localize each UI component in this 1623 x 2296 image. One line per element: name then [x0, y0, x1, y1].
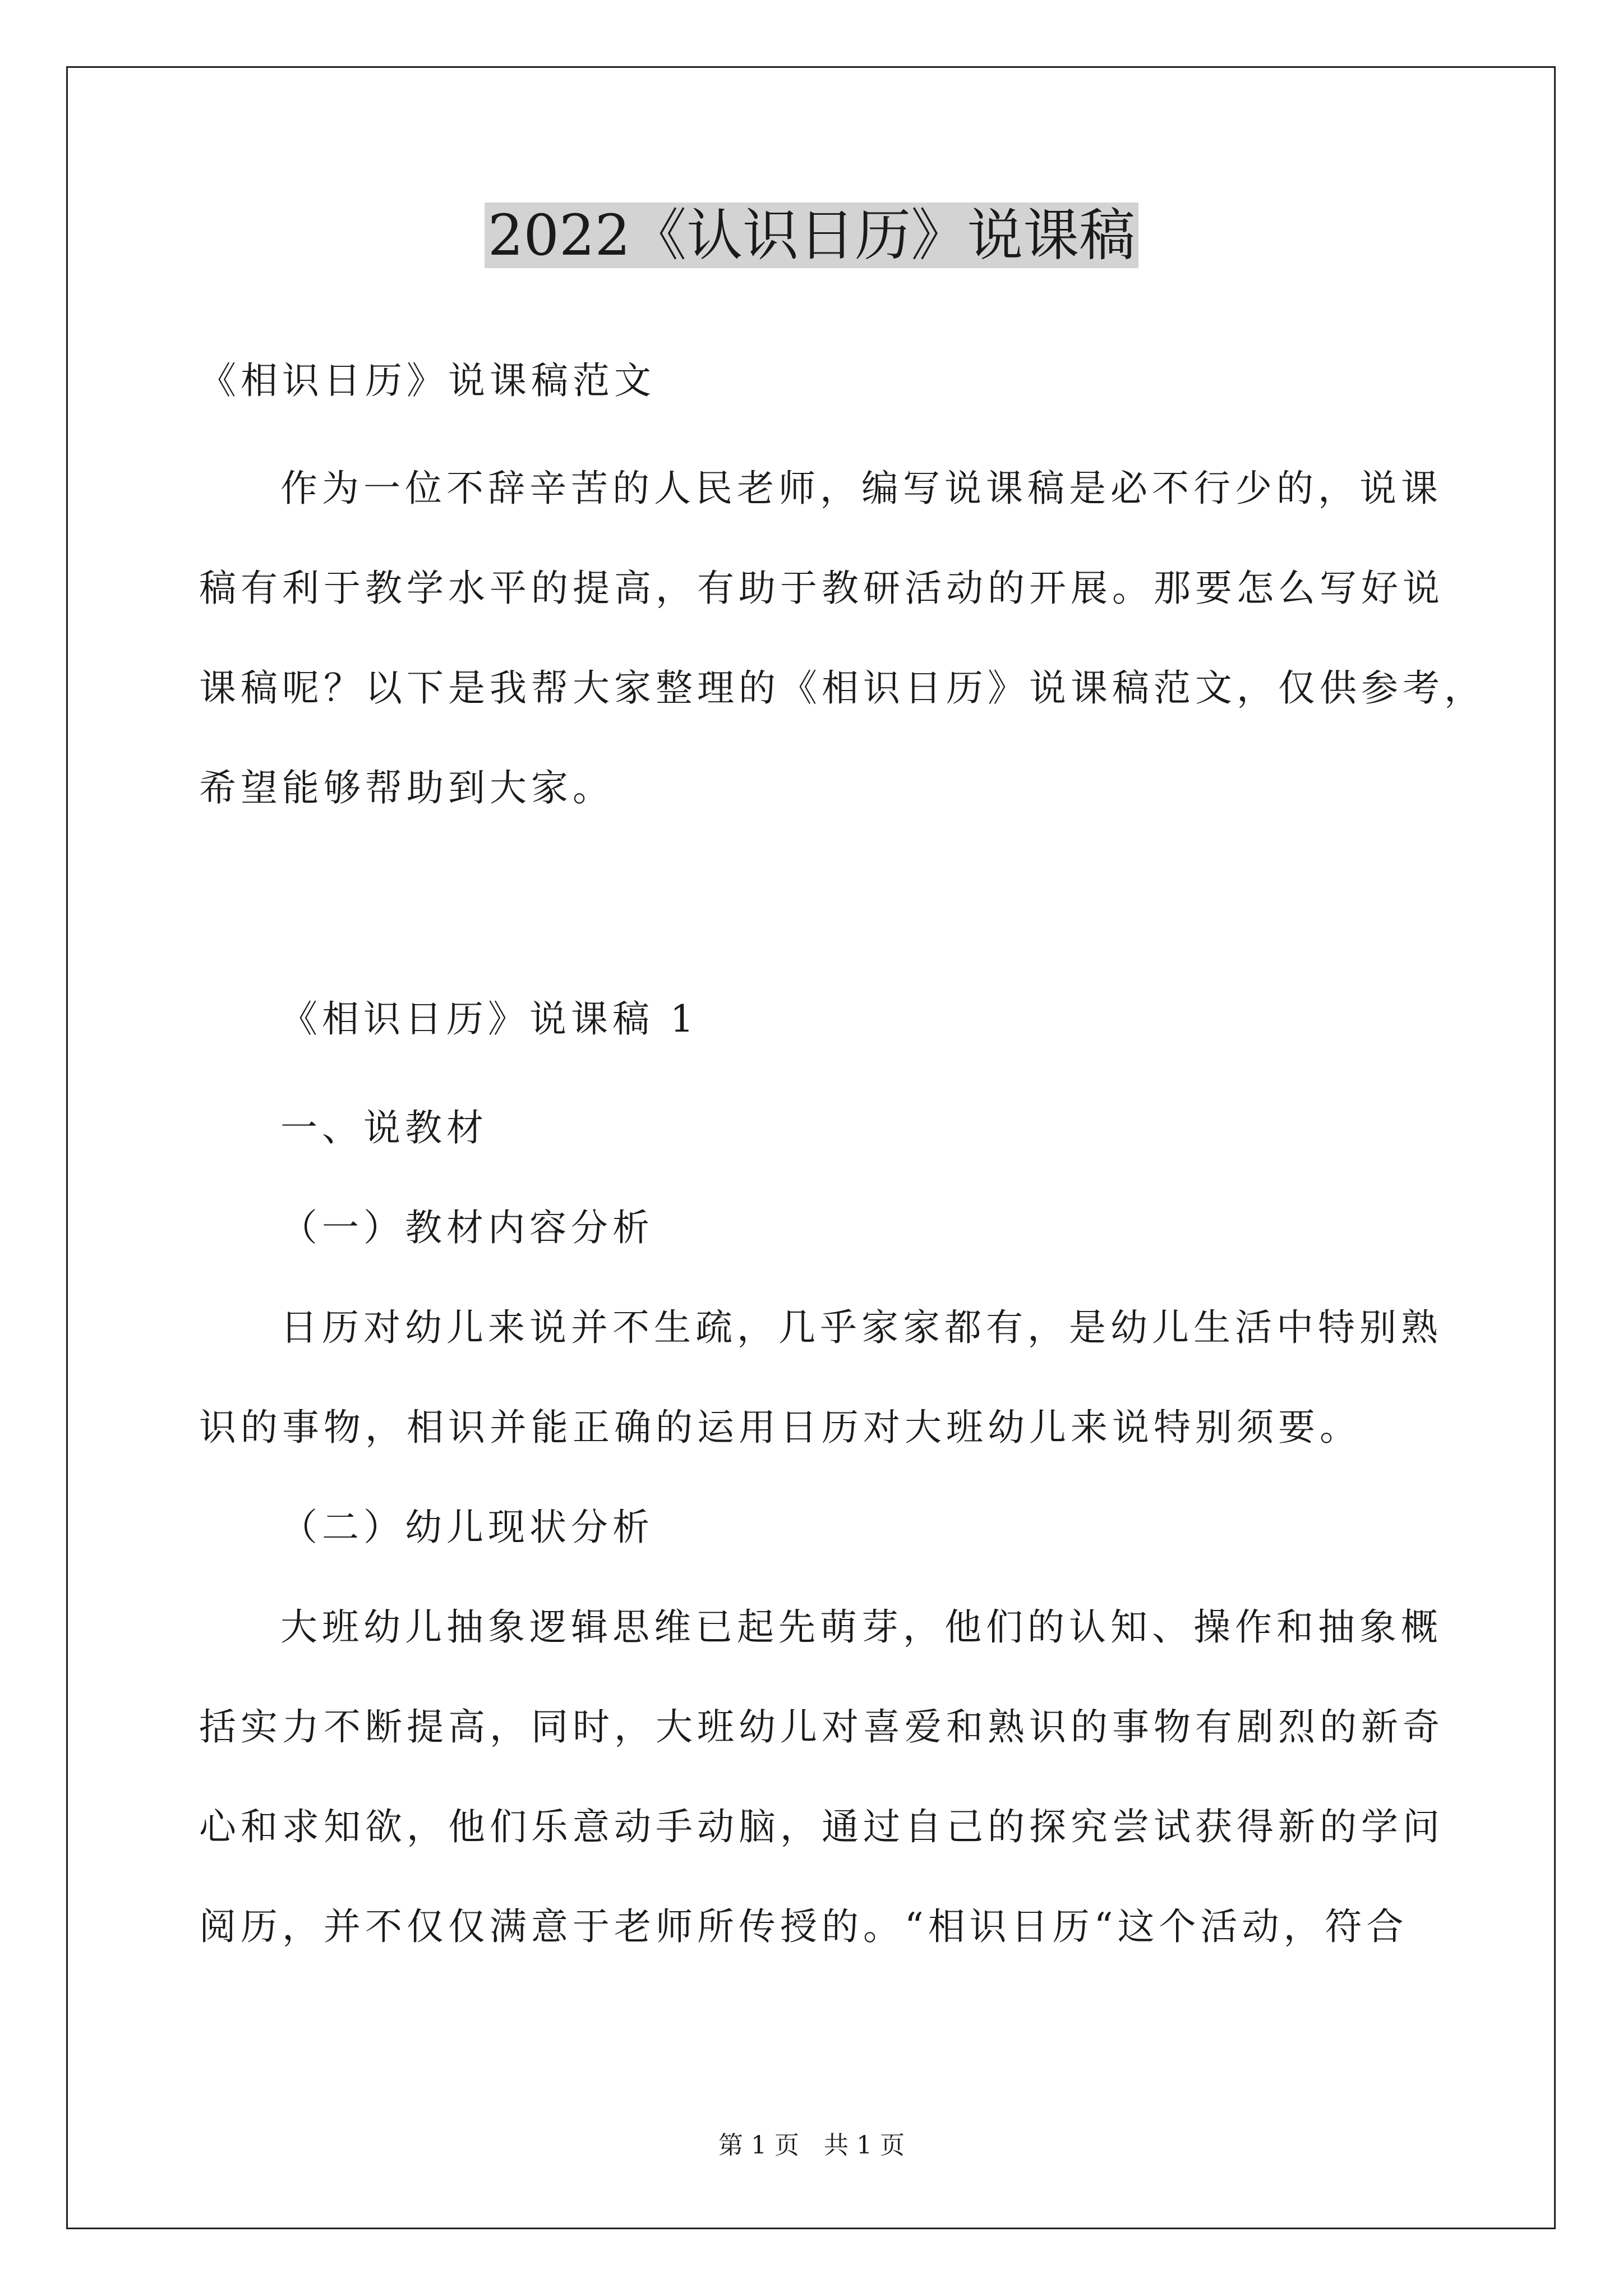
para-2-line: 阅历，并不仅仅满意于老师所传授的。“相识日历“这个活动，符合 [199, 1905, 1408, 1948]
intro-line: 作为一位不辞辛苦的人民老师，编写说课稿是必不行少的，说课 [280, 467, 1442, 510]
para-2-line: 括实力不断提高，同时，大班幼儿对喜爱和熟识的事物有剧烈的新奇 [199, 1705, 1444, 1749]
subtitle: 《相识日历》说课稿范文 [199, 359, 656, 402]
para-1-line: 识的事物，相识并能正确的运用日历对大班幼儿来说特别须要。 [199, 1406, 1361, 1449]
section-title: 《相识日历》说课稿 1 [280, 997, 698, 1041]
intro-line: 稿有利于教学水平的提高，有助于教研活动的开展。那要怎么写好说 [199, 567, 1444, 610]
intro-paragraph [199, 439, 1486, 838]
para-2-line: 心和求知欲，他们乐意动手动脑，通过自己的探究尝试获得新的学问 [199, 1805, 1444, 1848]
intro-line: 课稿呢？以下是我帮大家整理的《相识日历》说课稿范文，仅供参考， [199, 666, 1486, 710]
section-title-block [199, 969, 1461, 1069]
para-1-line: 日历对幼儿来说并不生疏，几乎家家都有，是幼儿生活中特别熟 [280, 1306, 1442, 1349]
document-title [0, 199, 1623, 272]
page-footer [0, 2129, 1623, 2162]
intro-line: 希望能够帮助到大家。 [199, 766, 614, 809]
heading-1-1: （一）教材内容分析 [280, 1206, 654, 1249]
heading-1-2: （二）幼儿现状分析 [280, 1506, 654, 1549]
heading-1: 一、说教材 [280, 1106, 488, 1149]
document-title-text: 2022《认识日历》说课稿 [485, 203, 1139, 268]
heading-1-block [199, 1078, 1461, 1977]
para-2-line: 大班幼儿抽象逻辑思维已起先萌芽，他们的认知、操作和抽象概 [280, 1605, 1442, 1649]
page-number: 第 1 页 共 1 页 [718, 2131, 905, 2160]
subtitle-block [199, 331, 1461, 431]
